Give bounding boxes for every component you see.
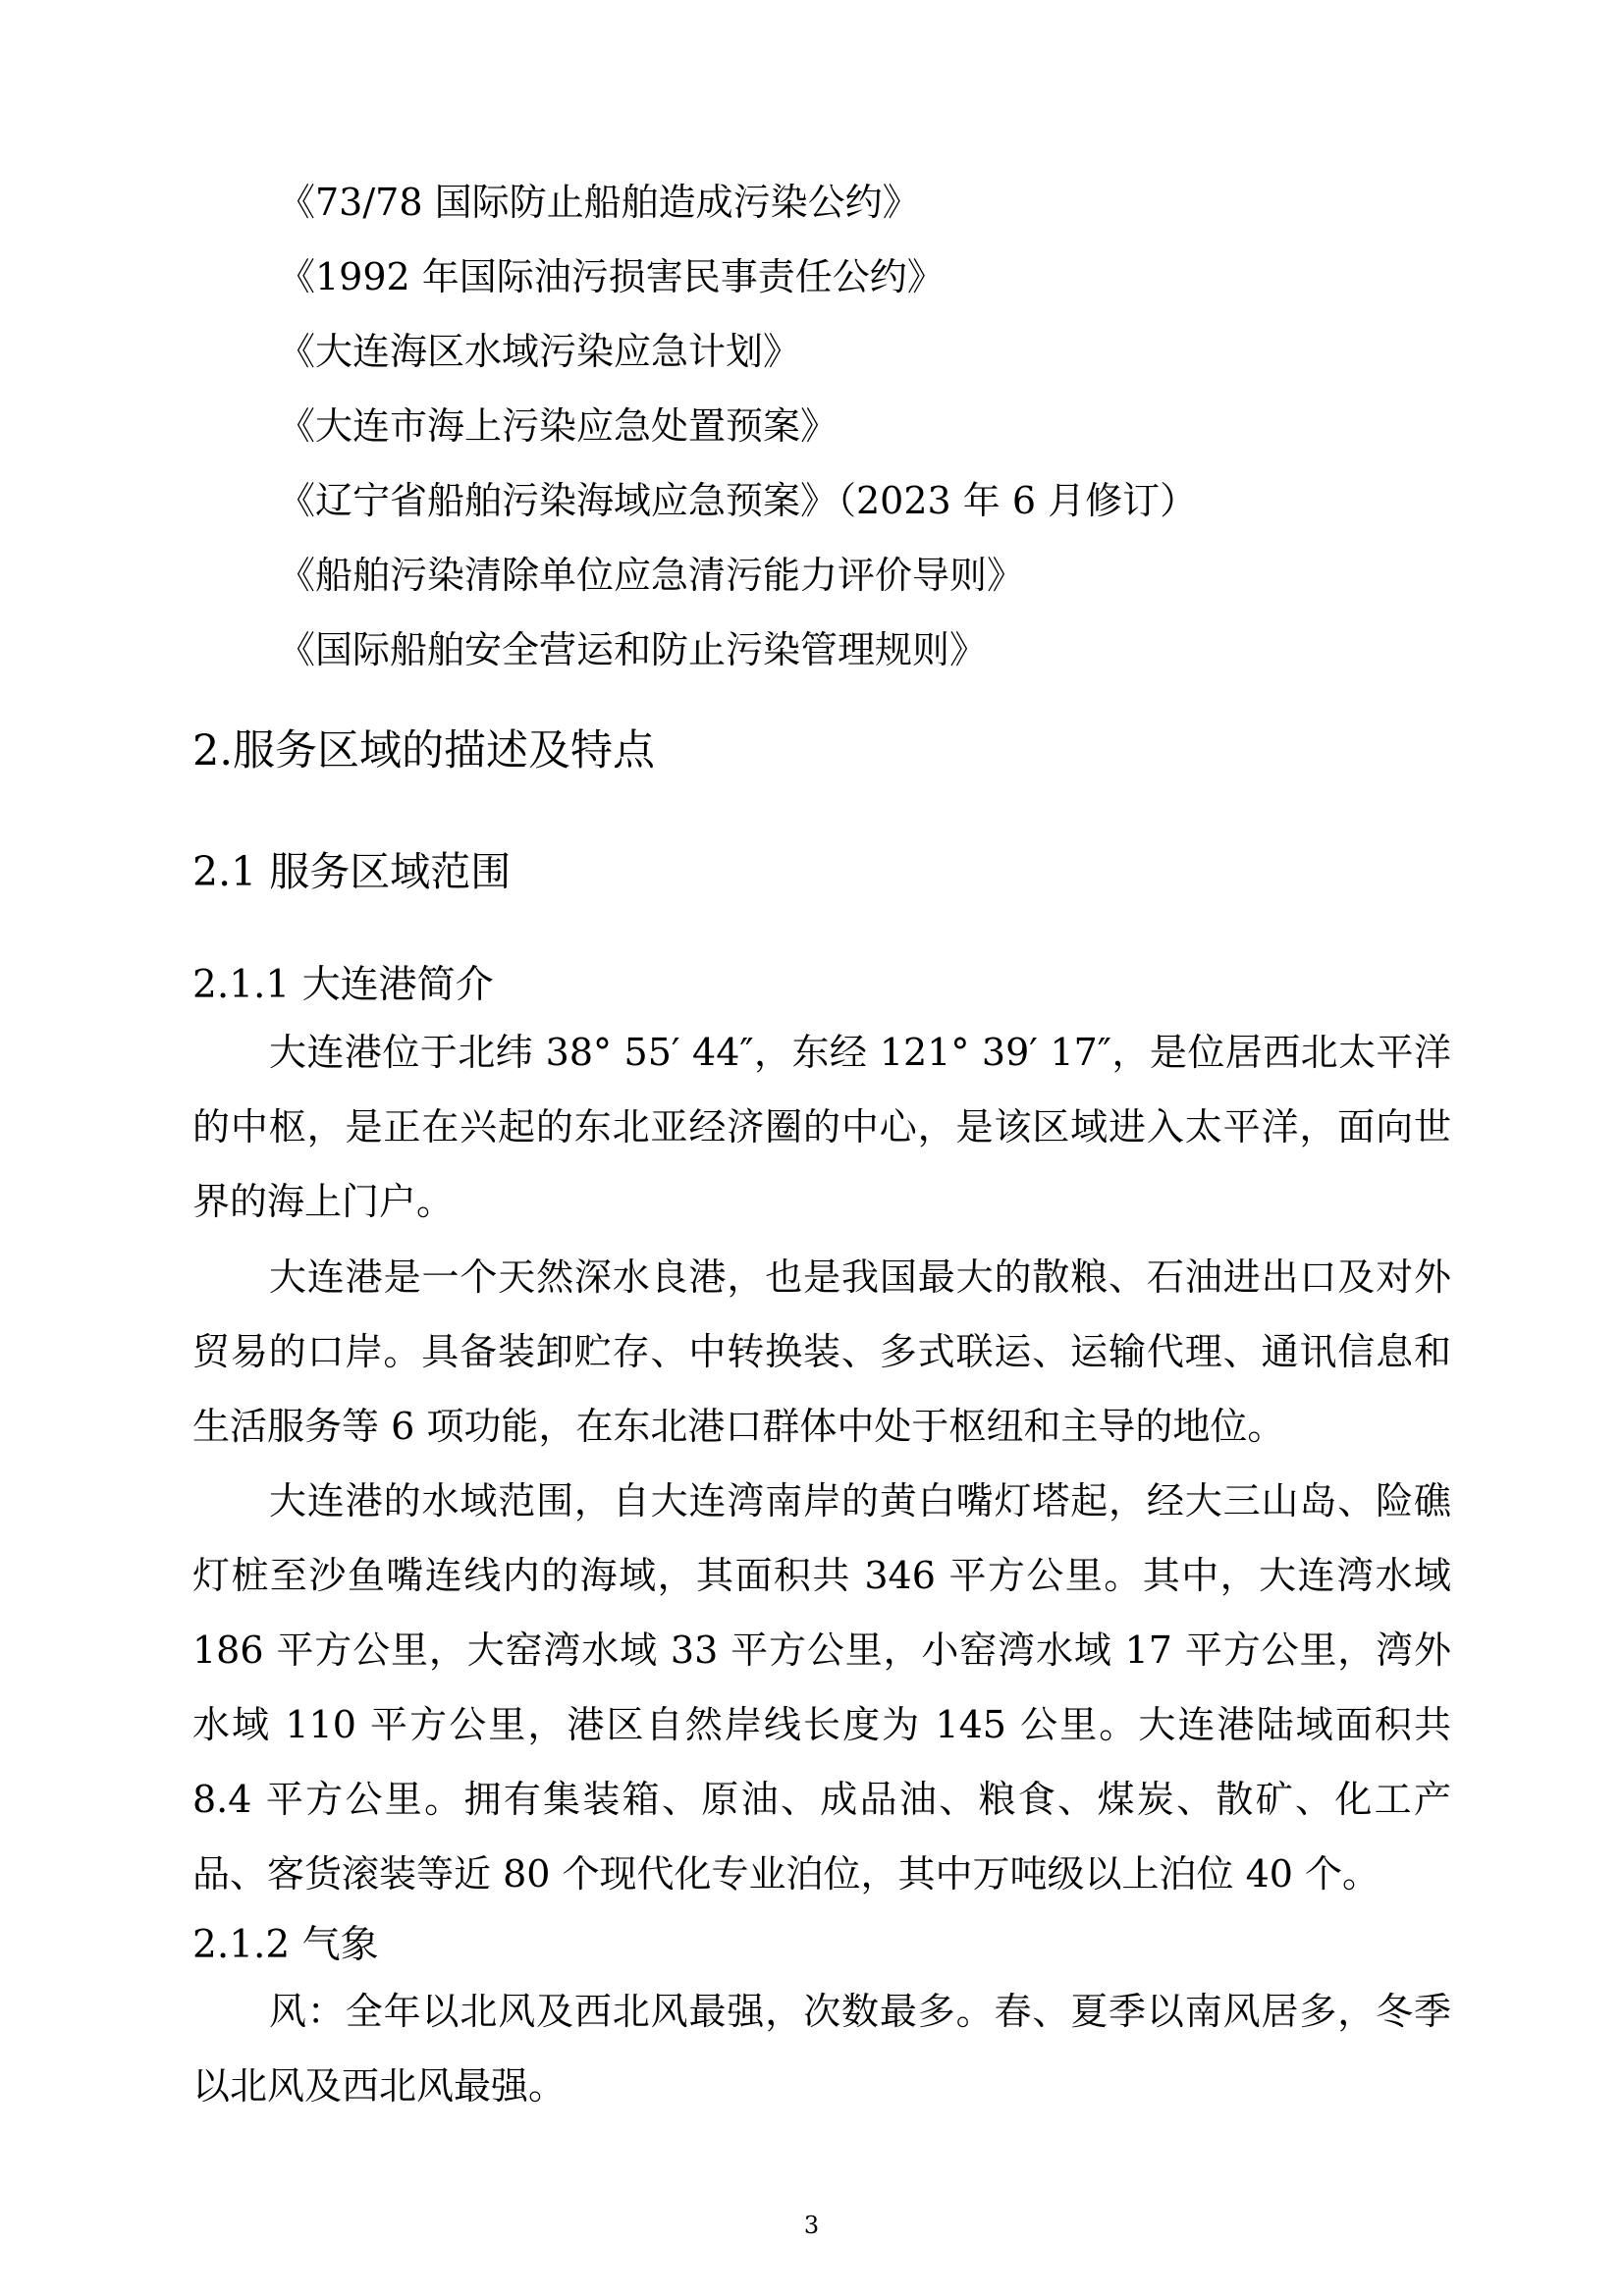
section-heading-2: 2.服务区域的描述及特点 [192,726,656,775]
reference-item: 《1992 年国际油污损害民事责任公约》 [278,255,945,298]
paragraph-port-location: 大连港位于北纬 38° 55′ 44″，东经 121° 39′ 17″，是位居西北太平洋的中枢，是正在兴起的东北亚经济圈的中心，是该区域进入太平洋，面向世界的海上门户。 [192,1031,1451,1223]
reference-item: 《73/78 国际防止船舶造成污染公约》 [278,181,920,224]
section-heading-2-1-1: 2.1.1 大连港简介 [192,963,494,1007]
page-number: 3 [803,2212,820,2239]
paragraph-port-waters: 大连港的水域范围，自大连湾南岸的黄白嘴灯塔起，经大三山岛、险礁灯桩至沙鱼嘴连线内的海域，其面积共 346 平方公里。其中，大连湾水域 186 平方公里，大窑湾水域 33 平方公里，小窑湾水域 17 平方公里，湾外水域 110 平方公里，港区自然岸线长度为 145 公里。大连港陆域面积共 8.4 平方公里。拥有集装箱、原油、成品油、粮食、煤炭、散矿、化工产品、客货滚装等近 80 个现代化专业泊位，其中万吨级以上泊位 40 个。 [192,1479,1451,1896]
reference-item: 《船舶污染清除单位应急清污能力评价导则》 [278,554,1025,597]
paragraph-wind: 风：全年以北风及西北风最强，次数最多。春、夏季以南风居多，冬季以北风及西北风最强。 [192,1990,1451,2108]
paragraph-port-functions: 大连港是一个天然深水良港，也是我国最大的散粮、石油进出口及对外贸易的口岸。具备装卸贮存、中转换装、多式联运、运输代理、通讯信息和生活服务等 6 项功能，在东北港口群体中处于枢纽和主导的地位。 [192,1255,1451,1448]
reference-item: 《辽宁省船舶污染海域应急预案》（2023 年 6 月修订） [278,479,1198,522]
reference-item: 《国际船舶安全营运和防止污染管理规则》 [278,628,988,671]
section-heading-2-1: 2.1 服务区域范围 [192,848,512,895]
reference-item: 《大连市海上污染应急处置预案》 [278,404,839,448]
reference-list [278,165,1505,687]
section-heading-2-1-2: 2.1.2 气象 [192,1923,379,1967]
reference-item: 《大连海区水域污染应急计划》 [278,330,801,373]
